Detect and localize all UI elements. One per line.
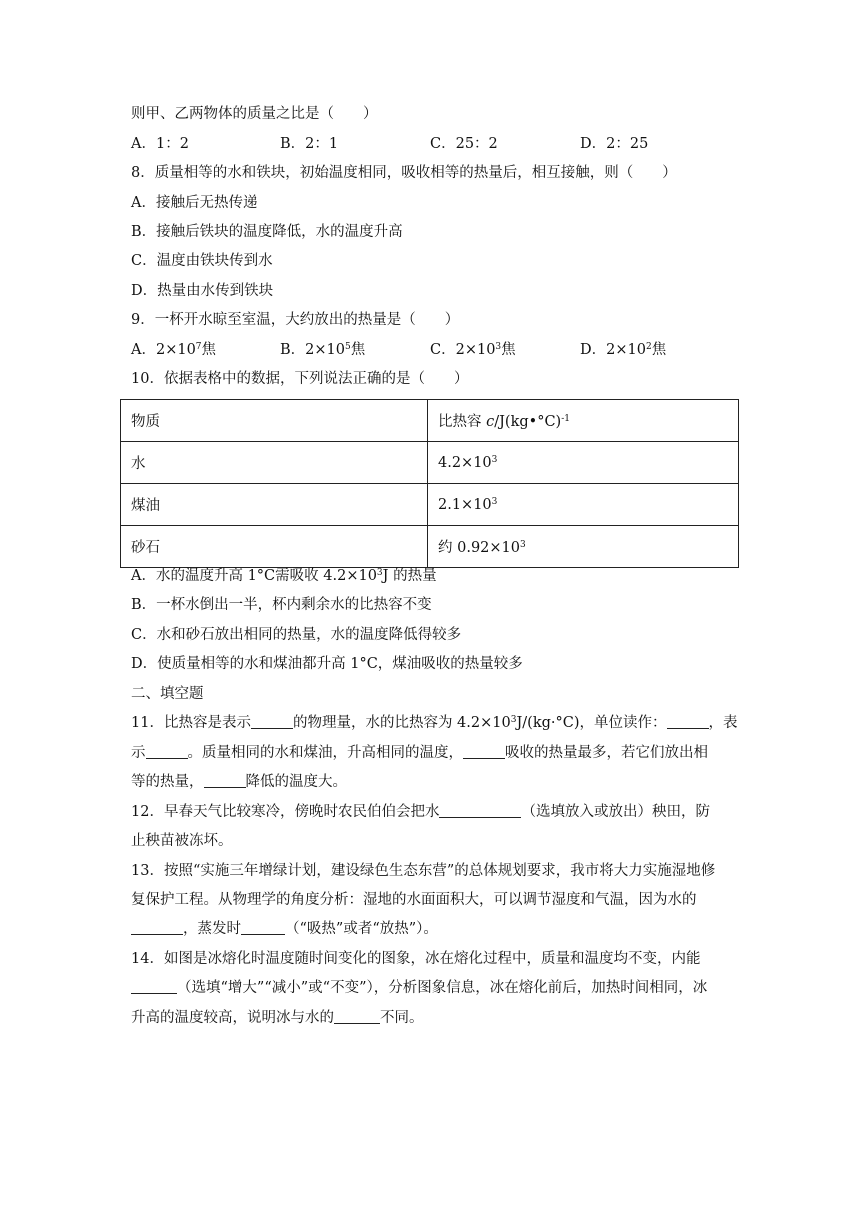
table-cell-substance: 水 <box>121 442 428 484</box>
q13-line-1: 13．按照“实施三年增绿计划，建设绿色生态东营”的总体规划要求，我市将大力实施湿地修 <box>131 863 716 879</box>
table-cell-value-exp: 3 <box>491 454 498 465</box>
answer-blank[interactable] <box>204 773 246 788</box>
q11-text: 吸收的热量最多，若它们放出相 <box>505 745 708 761</box>
q14-text: 升高的温度较高，说明冰与水的 <box>131 1010 334 1026</box>
q8-option-d: D．热量由水传到铁块 <box>131 283 274 299</box>
table-cell-value-base: 4.2×10 <box>438 454 492 471</box>
q10-option-d: D．使质量相等的水和煤油都升高 1°C，煤油吸收的热量较多 <box>131 656 523 672</box>
table-header-unit: /J(kg•°C) <box>494 414 562 430</box>
table-row <box>121 484 739 526</box>
q14-line-1: 14．如图是冰熔化时温度随时间变化的图象，冰在熔化过程中，质量和温度均不变，内能 <box>131 951 701 967</box>
q7-stem-tail: 则甲、乙两物体的质量之比是（ ） <box>131 106 378 122</box>
q7-option-d: D．2：25 <box>580 136 649 152</box>
table-cell-value-exp: 3 <box>520 540 526 550</box>
q10-option-a-exp: 3 <box>376 568 383 578</box>
q10-option-a-tail: J 的热量 <box>382 568 437 584</box>
q9-option-b-unit: 焦 <box>350 342 366 358</box>
q12-line-1 <box>131 802 710 822</box>
q12-text: 12．早春天气比较寒冷，傍晚时农民伯伯会把水 <box>131 804 440 820</box>
answer-blank[interactable] <box>334 1009 380 1024</box>
q12-line-2: 止秧苗被冻坏。 <box>131 833 233 849</box>
q11-line-1 <box>131 713 738 733</box>
q11-text: 降低的温度大。 <box>245 774 347 790</box>
table-cell-value-base: 2.1×10 <box>438 496 492 513</box>
table-row <box>121 526 739 568</box>
q10-option-c: C．水和砂石放出相同的热量，水的温度降低得较多 <box>131 627 462 643</box>
q11-text: ，表 <box>708 715 738 731</box>
q9-option-b <box>280 340 365 360</box>
table-cell-value-base: 约 0.92×10 <box>438 540 520 556</box>
q11-line-2 <box>131 743 708 763</box>
q14-text: （选填“增大”“减小”或“不变”），分析图象信息，冰在熔化前后，加热时间相同，冰 <box>177 980 708 996</box>
q13-text: （“吸热”或者“放热”）。 <box>285 921 438 937</box>
q8-option-c: C．温度由铁块传到水 <box>131 253 273 269</box>
q9-option-c-exp: 3 <box>495 342 502 352</box>
q8-stem: 8．质量相等的水和铁块，初始温度相同，吸收相等的热量后，相互接触，则（ ） <box>131 165 677 181</box>
answer-blank[interactable] <box>251 714 293 729</box>
q9-option-d-base: D．2×10 <box>580 342 646 358</box>
q10-option-a-text: A．水的温度升高 1°C需吸收 4.2×10 <box>131 568 377 584</box>
answer-blank[interactable] <box>241 920 285 935</box>
q11-exp: 3 <box>510 715 517 725</box>
q9-option-b-exp: 5 <box>344 342 351 352</box>
q13-line-3 <box>131 919 438 939</box>
table-row <box>121 442 739 484</box>
q9-option-a-exp: 7 <box>195 342 202 352</box>
q7-option-b: B．2：1 <box>280 136 339 152</box>
q14-line-2 <box>131 978 707 998</box>
q7-option-a: A．1：2 <box>131 136 189 152</box>
q10-option-b: B．一杯水倒出一半，杯内剩余水的比热容不变 <box>131 597 432 613</box>
answer-blank[interactable] <box>146 744 188 759</box>
q11-text: 。质量相同的水和煤油，升高相同的温度， <box>187 745 463 761</box>
table-header-label: 比热容 <box>438 414 487 430</box>
table-cell-substance: 砂石 <box>121 526 428 568</box>
q8-option-a: A．接触后无热传递 <box>131 195 258 211</box>
q9-option-b-base: B．2×10 <box>280 342 345 358</box>
q13-text: ，蒸发时 <box>183 921 241 937</box>
q10-stem: 10．依据表格中的数据，下列说法正确的是（ ） <box>131 371 469 387</box>
q13-line-2: 复保护工程。从物理学的角度分析：湿地的水面面积大，可以调节湿度和气温，因为水的 <box>131 892 697 908</box>
q12-text: （选填放入或放出）秧田，防 <box>521 804 710 820</box>
table-cell-value <box>428 526 739 568</box>
specific-heat-table <box>120 399 739 568</box>
q7-option-c: C．25：2 <box>430 136 498 152</box>
q11-text: 11．比热容是表示 <box>131 715 251 731</box>
q11-text: 的物理量，水的比热容为 4.2×10 <box>292 715 511 731</box>
q14-text: 不同。 <box>380 1010 424 1026</box>
q9-option-a-unit: 焦 <box>201 342 217 358</box>
answer-blank[interactable] <box>131 920 183 935</box>
q9-option-c <box>430 340 516 360</box>
q9-option-d-exp: 2 <box>645 342 652 352</box>
section-heading-fill-in: 二、填空题 <box>131 686 204 702</box>
q9-option-d-unit: 焦 <box>651 342 667 358</box>
table-cell-value <box>428 442 739 484</box>
table-header-unit-exp: -1 <box>561 414 570 424</box>
q9-option-a-base: A．2×10 <box>131 342 196 358</box>
q9-stem: 9．一杯开水晾至室温，大约放出的热量是（ ） <box>131 312 460 328</box>
answer-blank[interactable] <box>439 803 521 818</box>
table-cell-value-exp: 3 <box>491 496 498 507</box>
q9-option-c-base: C．2×10 <box>430 342 496 358</box>
q11-text: J/(kg·°C)，单位读作： <box>516 715 667 731</box>
q10-option-a <box>131 566 437 586</box>
q8-option-b: B．接触后铁块的温度降低，水的温度升高 <box>131 224 403 240</box>
q9-option-d <box>580 340 666 360</box>
table-cell-value <box>428 484 739 526</box>
table-header-specific-heat <box>428 400 739 442</box>
table-header-variable: c <box>486 414 495 430</box>
q14-line-3 <box>131 1008 424 1028</box>
table-header-row <box>121 400 739 442</box>
table-header-substance: 物质 <box>121 400 428 442</box>
answer-blank[interactable] <box>463 744 505 759</box>
q9-option-a <box>131 340 216 360</box>
q9-option-c-unit: 焦 <box>501 342 516 358</box>
answer-blank[interactable] <box>131 979 177 994</box>
table-cell-substance: 煤油 <box>121 484 428 526</box>
answer-blank[interactable] <box>667 714 709 729</box>
q11-line-3 <box>131 772 347 792</box>
q11-text: 示 <box>131 745 146 761</box>
q11-text: 等的热量， <box>131 774 204 790</box>
